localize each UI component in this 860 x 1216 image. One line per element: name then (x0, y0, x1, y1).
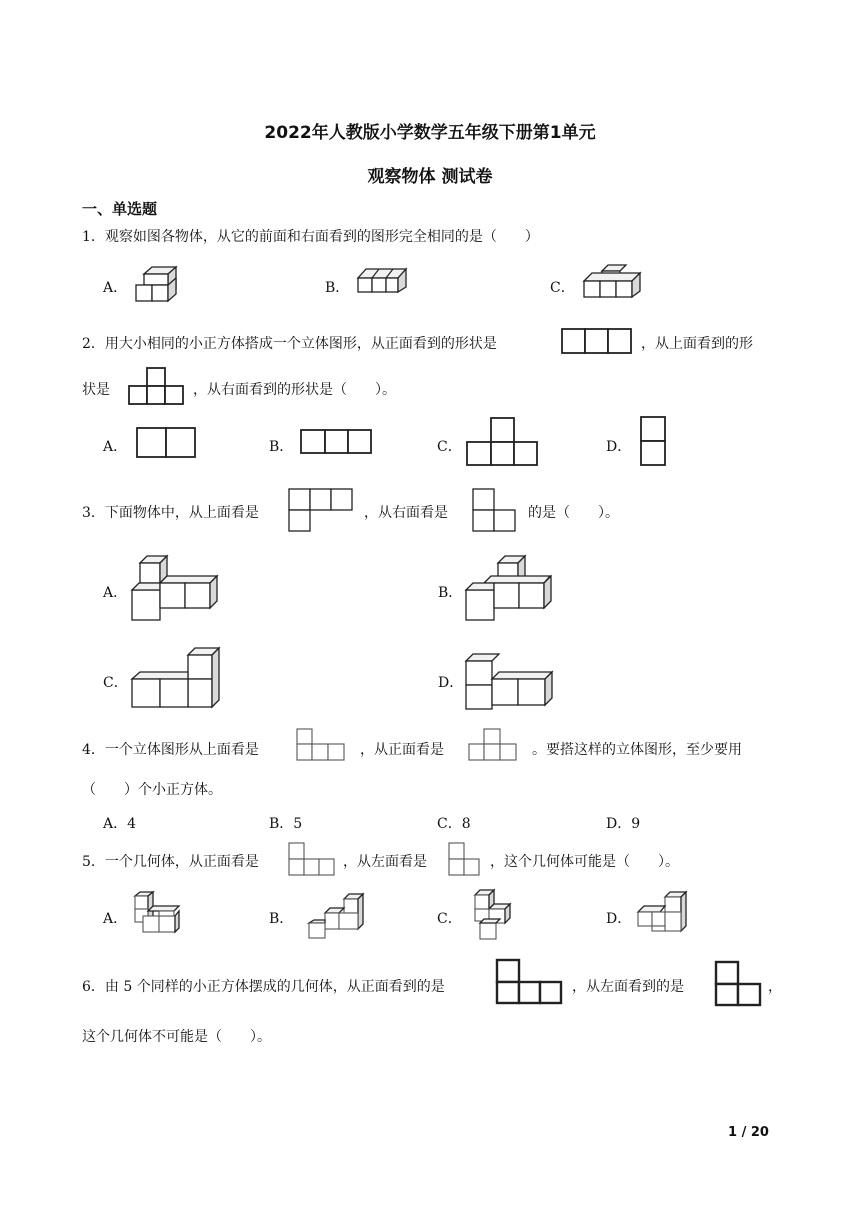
figure-q2-d (640, 416, 668, 468)
question-text: 一个几何体，从正面看是 (104, 854, 259, 870)
option-c[interactable]: C． (437, 911, 462, 927)
option-a[interactable]: A．4 (103, 816, 137, 832)
question-number: 1． (82, 229, 105, 245)
figure-q1-c (582, 263, 646, 305)
question-3-end: 的是（ ）。 (528, 505, 619, 521)
option-b[interactable]: B． (269, 911, 294, 927)
question-text: 一个立体图形从上面看是 (104, 742, 259, 758)
figure-q3-right-view (472, 488, 518, 534)
question-number: 2． (82, 336, 105, 352)
section-title: 一、单选题 (82, 200, 158, 218)
option-d[interactable]: D．9 (606, 816, 641, 832)
figure-q6-front-view (495, 958, 565, 1006)
option-a[interactable]: A． (103, 585, 128, 601)
figure-q1-b (356, 265, 412, 305)
question-3-line (82, 502, 259, 522)
question-number: 3． (82, 505, 105, 521)
figure-q2-top-view (128, 367, 184, 407)
question-4-line2: （ ）个小正方体。 (82, 782, 222, 798)
question-text: 观察如图各物体，从它的前面和右面看到的图形完全相同的是（ ） (104, 229, 539, 245)
question-number: 5． (82, 854, 105, 870)
page-number: 1 / 20 (728, 1125, 769, 1140)
question-4-line1 (82, 739, 259, 759)
question-6-mid: ，从左面看到的是 (572, 979, 684, 995)
question-2-line2a: 状是 (82, 382, 110, 398)
option-c[interactable]: C．8 (437, 816, 471, 832)
figure-q4-top-view (296, 728, 350, 764)
figure-q3-c (130, 646, 224, 712)
question-2-line1-end: ，从上面看到的形 (641, 336, 753, 352)
question-number: 6． (82, 979, 105, 995)
figure-q5-c (472, 888, 516, 944)
option-d[interactable]: D． (606, 439, 632, 455)
question-6-line2: 这个几何体不可能是（ ）。 (82, 1029, 271, 1045)
option-c[interactable]: C． (550, 280, 575, 296)
question-number: 4． (82, 742, 105, 758)
figure-q2-c (466, 417, 540, 467)
figure-q1-a (134, 265, 184, 305)
figure-q2-front-view (561, 328, 633, 356)
option-d[interactable]: D． (438, 675, 464, 691)
question-4-end: 。要搭这样的立体图形，至少要用 (532, 742, 742, 758)
figure-q6-left-view (714, 960, 764, 1008)
question-2-line1 (82, 333, 497, 353)
question-2-line2b: ，从右面看到的形状是（ ）。 (193, 382, 396, 398)
doc-title-line1: 2022年人教版小学数学五年级下册第1单元 (264, 123, 596, 143)
question-3-mid: ，从右面看是 (364, 505, 448, 521)
question-text: 下面物体中，从上面看是 (104, 505, 259, 521)
option-a[interactable]: A． (103, 280, 128, 296)
option-b[interactable]: B． (269, 439, 294, 455)
question-text: 用大小相同的小正方体搭成一个立体图形，从正面看到的形状是 (104, 336, 497, 352)
figure-q3-top-view (288, 488, 354, 534)
option-c[interactable]: C． (437, 439, 462, 455)
question-5-line (82, 851, 259, 871)
figure-q2-a (136, 427, 198, 459)
question-6-comma: ， (768, 979, 782, 995)
figure-q3-a (130, 554, 220, 624)
figure-q2-b (300, 429, 374, 455)
option-c[interactable]: C． (103, 675, 128, 691)
option-b[interactable]: B． (325, 280, 350, 296)
option-b[interactable]: B． (438, 585, 463, 601)
question-text: 由 5 个同样的小正方体摆成的几何体，从正面看到的是 (104, 979, 445, 995)
question-1 (82, 226, 539, 246)
figure-q5-a (133, 890, 183, 940)
option-b[interactable]: B．5 (269, 816, 303, 832)
figure-q3-d (464, 652, 556, 712)
figure-q4-front-view (468, 728, 522, 764)
figure-q3-b (464, 554, 556, 624)
option-d[interactable]: D． (606, 911, 632, 927)
option-a[interactable]: A． (103, 439, 128, 455)
figure-q5-front-view (288, 842, 338, 878)
question-4-mid: ，从正面看是 (360, 742, 444, 758)
option-a[interactable]: A． (103, 911, 128, 927)
question-6-line1 (82, 976, 445, 996)
question-5-mid: ，从左面看是 (343, 854, 427, 870)
figure-q5-b (305, 892, 369, 942)
question-5-end: ，这个几何体可能是（ ）。 (490, 854, 679, 870)
figure-q5-d (636, 890, 692, 940)
figure-q5-left-view (448, 842, 484, 878)
doc-title-line2: 观察物体 测试卷 (367, 167, 493, 187)
